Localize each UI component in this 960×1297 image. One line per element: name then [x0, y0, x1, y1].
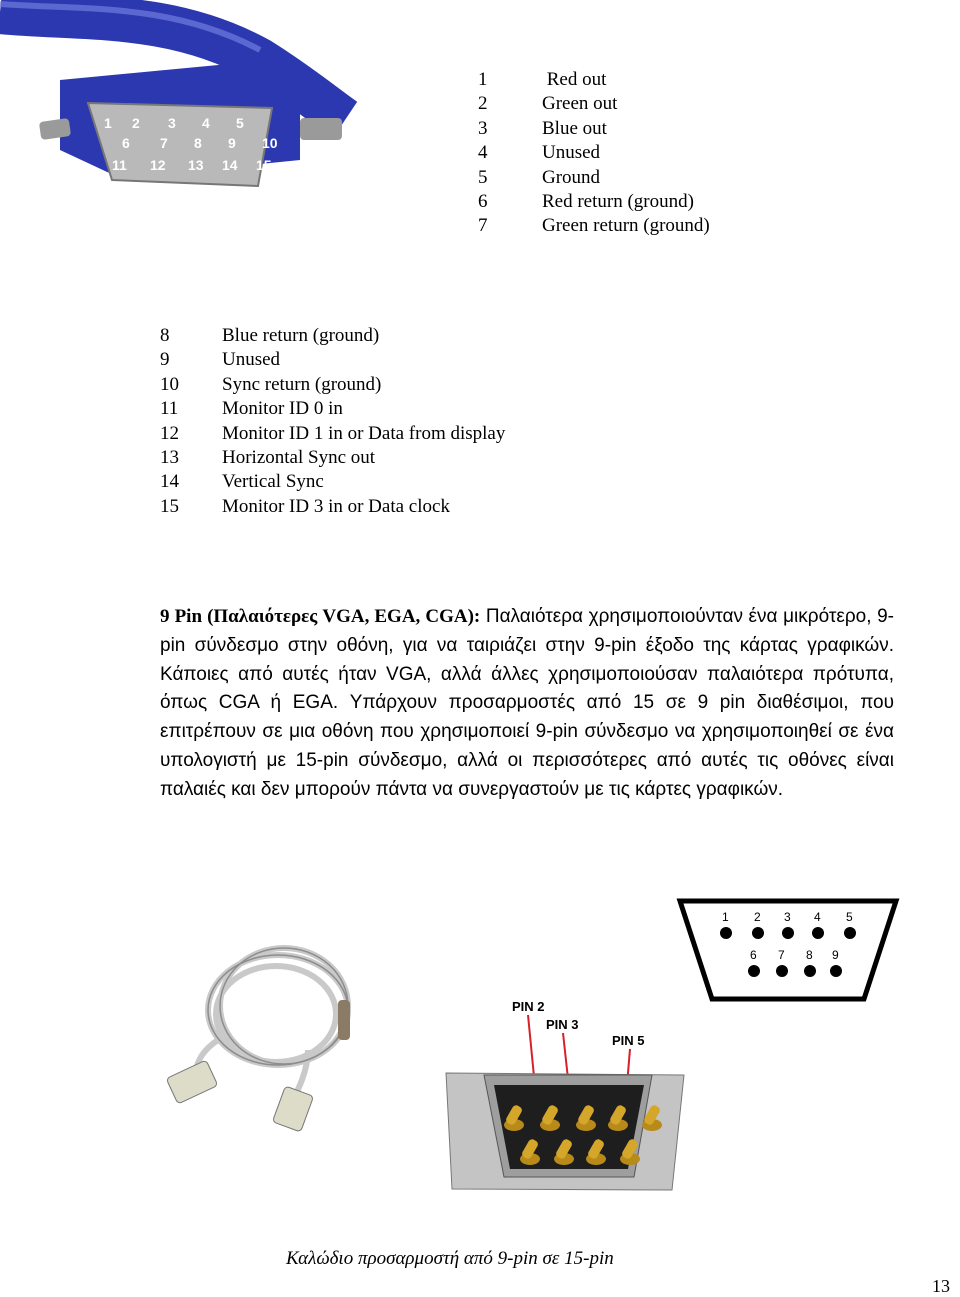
pin-description: Monitor ID 1 in or Data from display — [222, 422, 506, 444]
pin-number: 13 — [160, 447, 179, 469]
db9-connector-photo — [440, 995, 690, 1195]
figure-caption: Καλώδιο προσαρμοστή από 9-pin σε 15-pin — [286, 1248, 614, 1269]
pin-number: 3 — [478, 117, 488, 139]
db9-pin-dot — [720, 927, 732, 939]
db9-pin-dot — [752, 927, 764, 939]
vga-pin-label: 10 — [262, 135, 278, 151]
pin-row — [160, 324, 505, 348]
vga-pin-label: 9 — [228, 135, 236, 151]
pin-row — [478, 117, 710, 141]
pin-description: Unused — [542, 142, 601, 164]
pin-description: Monitor ID 0 in — [222, 398, 343, 420]
db9-pin-dot — [748, 965, 760, 977]
body-paragraph — [160, 603, 894, 805]
pin-row — [160, 446, 505, 470]
pin-number: 8 — [160, 325, 170, 346]
pin-row — [478, 141, 710, 165]
pin-number: 4 — [478, 142, 488, 164]
vga-pin-label: 1 — [104, 115, 112, 131]
pin-row — [478, 68, 710, 92]
pin-table-2 — [160, 324, 505, 519]
vga-pin-label: 4 — [202, 115, 210, 131]
paragraph-body: Παλαιότερα χρησιμοποιούνταν ένα μικρότερο, 9-pin σύνδεσμο στην οθόνη, για να ταιριάζει στην 9-pin έξοδο της κάρτας γραφικών. Κάποιες από αυτές ήταν VGA, αλλά άλλες χρησιμοποιούσαν παλαιότερα πρότυπα, όπως CGA ή EGA. Υπάρχουν προσαρμοστές από 15 σε 9 pin διαθέσιμοι, που επιτρέπουν σε μια οθόνη που χρησιμοποιεί 9-pin σύνδεσμο να χρησιμοποιηθεί σε ένα υπολογιστή με 15-pin σύνδεσμο, αλλά οι περισσότερες από αυτές τις οθόνες είναι παλαιές και δεν μπορούν πάντα να συνεργαστούν με τις κάρτες γραφικών. — [160, 606, 894, 800]
pin-row — [160, 470, 505, 494]
pin-description: Red return (ground) — [542, 191, 694, 213]
adapter-cable-photo — [158, 940, 368, 1140]
pin-number: 5 — [478, 166, 488, 188]
pin-row — [478, 92, 710, 116]
vga-connector-image — [0, 0, 360, 200]
pin-row — [478, 190, 710, 214]
pin-table-1 — [478, 68, 710, 239]
db9-pin-dot — [830, 965, 842, 977]
pin-number: 14 — [160, 471, 179, 493]
vga-pin-label: 6 — [122, 135, 130, 151]
pin-description: Green out — [542, 93, 618, 115]
db9-pin-dot — [812, 927, 824, 939]
db9-pin-number: 1 — [722, 910, 729, 924]
db9-pin-number: 8 — [806, 948, 813, 962]
pin-number: 10 — [160, 373, 179, 395]
pin-2-label: PIN 2 — [512, 999, 545, 1014]
vga-pin-label: 7 — [160, 135, 168, 151]
db9-pin-dot — [776, 965, 788, 977]
pin-row — [160, 397, 505, 421]
vga-pin-label: 11 — [112, 157, 127, 173]
db9-pin-number: 4 — [814, 910, 821, 924]
db9-pin-number: 9 — [832, 948, 839, 962]
pin-description: Ground — [542, 166, 601, 188]
pin-description: Sync return (ground) — [222, 373, 382, 395]
vga-pin-label: 12 — [150, 157, 166, 173]
vga-pin-label: 14 — [222, 157, 238, 173]
vga-pin-label: 8 — [194, 135, 202, 151]
pin-description: Green return (ground) — [542, 215, 710, 237]
pin-number: 2 — [478, 93, 488, 115]
pin-description: Horizontal Sync out — [222, 447, 376, 469]
pin-description: Vertical Sync — [222, 471, 324, 493]
vga-pin-label: 15 — [256, 157, 272, 173]
pin-number: 6 — [478, 191, 488, 213]
vga-pin-label: 3 — [168, 115, 176, 131]
vga-pin-label: 13 — [188, 157, 204, 173]
pin-description: Blue return (ground) — [222, 325, 380, 346]
paragraph-heading: 9 Pin (Παλαιότερες VGA, EGA, CGA): — [160, 606, 481, 627]
pin-row — [478, 214, 710, 238]
db9-pin-number: 2 — [754, 910, 761, 924]
pin-row — [160, 422, 505, 446]
pin-description: Blue out — [542, 117, 607, 139]
pin-row — [160, 373, 505, 397]
pin-row — [160, 348, 505, 372]
pin-number: 15 — [160, 495, 179, 517]
vga-pin-label: 2 — [132, 115, 140, 131]
pin-row — [160, 495, 505, 519]
db9-pin-number: 6 — [750, 948, 757, 962]
db9-pin-dot — [844, 927, 856, 939]
pin-number: 11 — [160, 398, 179, 420]
vga-pin-label: 5 — [236, 115, 244, 131]
db9-pin-dot — [782, 927, 794, 939]
pin-description: Monitor ID 3 in or Data clock — [222, 495, 450, 517]
pin-description: Red out — [542, 69, 607, 90]
db9-pinout-diagram — [676, 895, 902, 1005]
pin-row — [478, 166, 710, 190]
db9-pin-number: 7 — [778, 948, 785, 962]
pin-3-label: PIN 3 — [546, 1017, 579, 1032]
pin-number: 7 — [478, 215, 488, 237]
page-number: 13 — [932, 1276, 950, 1296]
pin-number: 1 — [478, 69, 488, 90]
pin-number: 12 — [160, 422, 179, 444]
pin-description: Unused — [222, 349, 281, 371]
pin-number: 9 — [160, 349, 170, 371]
db9-pin-number: 3 — [784, 910, 791, 924]
db9-pin-dot — [804, 965, 816, 977]
db9-pin-number: 5 — [846, 910, 853, 924]
pin-5-label: PIN 5 — [612, 1033, 645, 1048]
